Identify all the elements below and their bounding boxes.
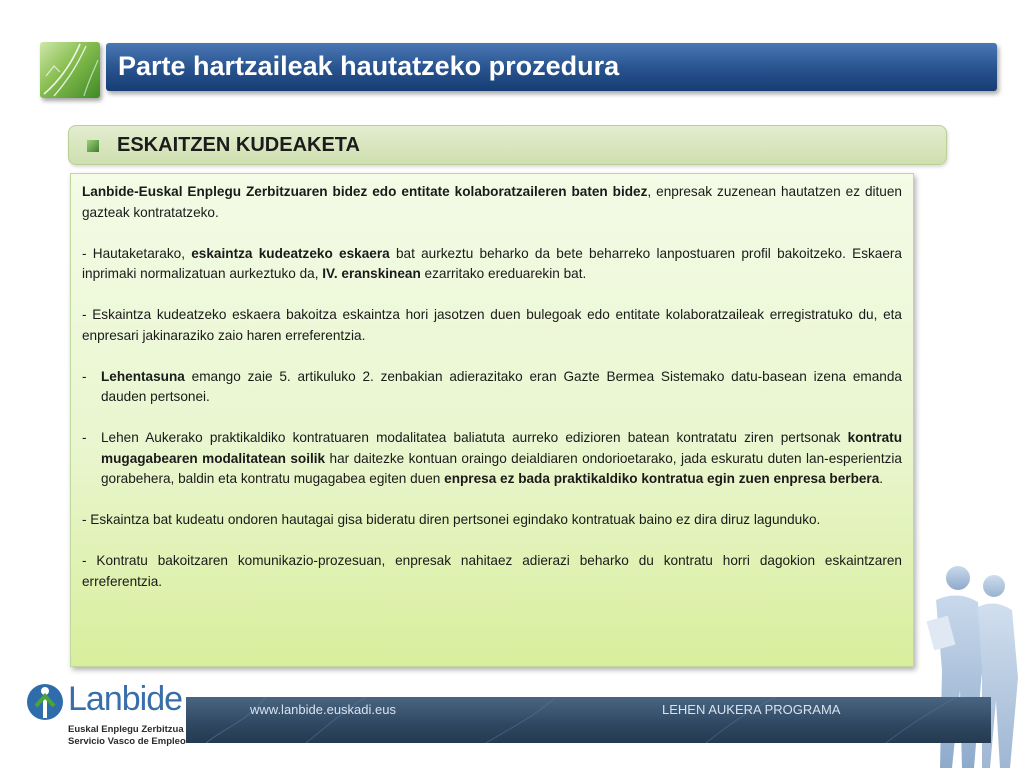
footer-url-link[interactable]: www.lanbide.euskadi.eus [250,702,396,717]
lanbide-logo [26,680,186,760]
content-box [70,173,914,667]
list-item-priority [82,367,902,408]
list-item-priority-text: emango zaie 5. artikuluko 2. zenbakian adierazitako eran Gazte Bermea Sistemako datu-basean izena emanda dauden pertsonei. [101,368,902,404]
footer-bar [186,697,991,743]
list-dash: - [82,368,87,384]
list-item-contract-text-c: . [879,471,884,486]
list-item-contract-bold-b: enpresa ez bada praktikaldiko kontratua egin zuen enpresa berbera [444,471,880,486]
section-heading-bar [68,125,947,165]
paragraph-7-text: - Kontratu bakoitzaren komunikazio-prozesuan, enpresak nahitaez adierazi beharko du kontratu horri dagokion eskaintzaren erreferentzia. [82,553,902,589]
paragraph-2-bold-a: eskaintza kudeatzeko eskaera [191,245,390,261]
paragraph-2-bold-b: IV. eranskinean [322,266,421,281]
paragraph-2 [82,244,902,285]
paragraph-7 [82,551,902,592]
paragraph-2-text-b: bat aurkeztu beharko da bete beharreko lanpostuaren profil bakoitzeko. Eskaera inprimaki normalizatuan aurkeztuko da, [82,245,902,281]
green-square-bullet-icon [87,140,99,152]
section-heading: ESKAITZEN KUDEAKETA [117,134,360,156]
footer-program-name: LEHEN AUKERA PROGRAMA [662,702,841,717]
paragraph-1 [82,182,902,223]
paragraph-1-text: , enpresak zuzenean hautatzen ez dituen gazteak kontratatzeko. [82,184,902,220]
list-dash: - [82,430,87,445]
paragraph-3 [82,305,902,346]
slide-title: Parte hartzaileak hautatzeko prozedura [118,51,620,81]
paragraph-2-text-c: ezarritako ereduarekin bat. [420,266,587,281]
list-item-contract-bold-a: kontratu mugagabearen modalitatean soilik [101,430,902,466]
lanbide-subtitle [68,724,186,748]
lanbide-wordmark: Lanbide [68,680,183,718]
paragraph-1-bold: Lanbide-Euskal Enplegu Zerbitzuaren bidez edo entitate kolaboratzaileren baten bidez [82,184,648,199]
paragraph-2-text-a: - Hautaketarako, [82,245,192,261]
list-item-contract-text-b: har daitezke kontuan oraingo deialdiaren ondorioetarako, jada eskuratu duten lan-esperientzia gorabehera, baldin eta kontratu mugagabea egiten duen [101,450,902,486]
green-lines-logo-icon [40,42,100,98]
lanbide-person-arrow-icon [26,682,64,722]
paragraph-3-text: - Eskaintza kudeatzeko eskaera bakoitza eskaintza hori jasotzen duen bulegoak edo entitate kolaboratzaileak erregistratuko du, eta enpresari jakinaraziko zaio haren erreferentzia. [82,307,902,343]
paragraph-6 [82,510,902,531]
paragraph-6-text: - Eskaintza bat kudeatu ondoren hautagai gisa bideratu diren pertsonei egindako kontratuak baino ez dira diruz lagunduko. [82,512,821,527]
title-bar [106,43,997,91]
list-item-contract [82,428,902,490]
list-item-contract-text-a: Lehen Aukerako praktikaldiko kontratuaren modalitatea baliatuta aurreko edizioren batean kontratatu ziren pertsonak [101,430,848,445]
lanbide-subtitle-line1: Euskal Enplegu Zerbitzua [68,724,184,735]
list-item-priority-bold: Lehentasuna [101,368,185,384]
lanbide-subtitle-line2: Servicio Vasco de Empleo [68,736,186,747]
